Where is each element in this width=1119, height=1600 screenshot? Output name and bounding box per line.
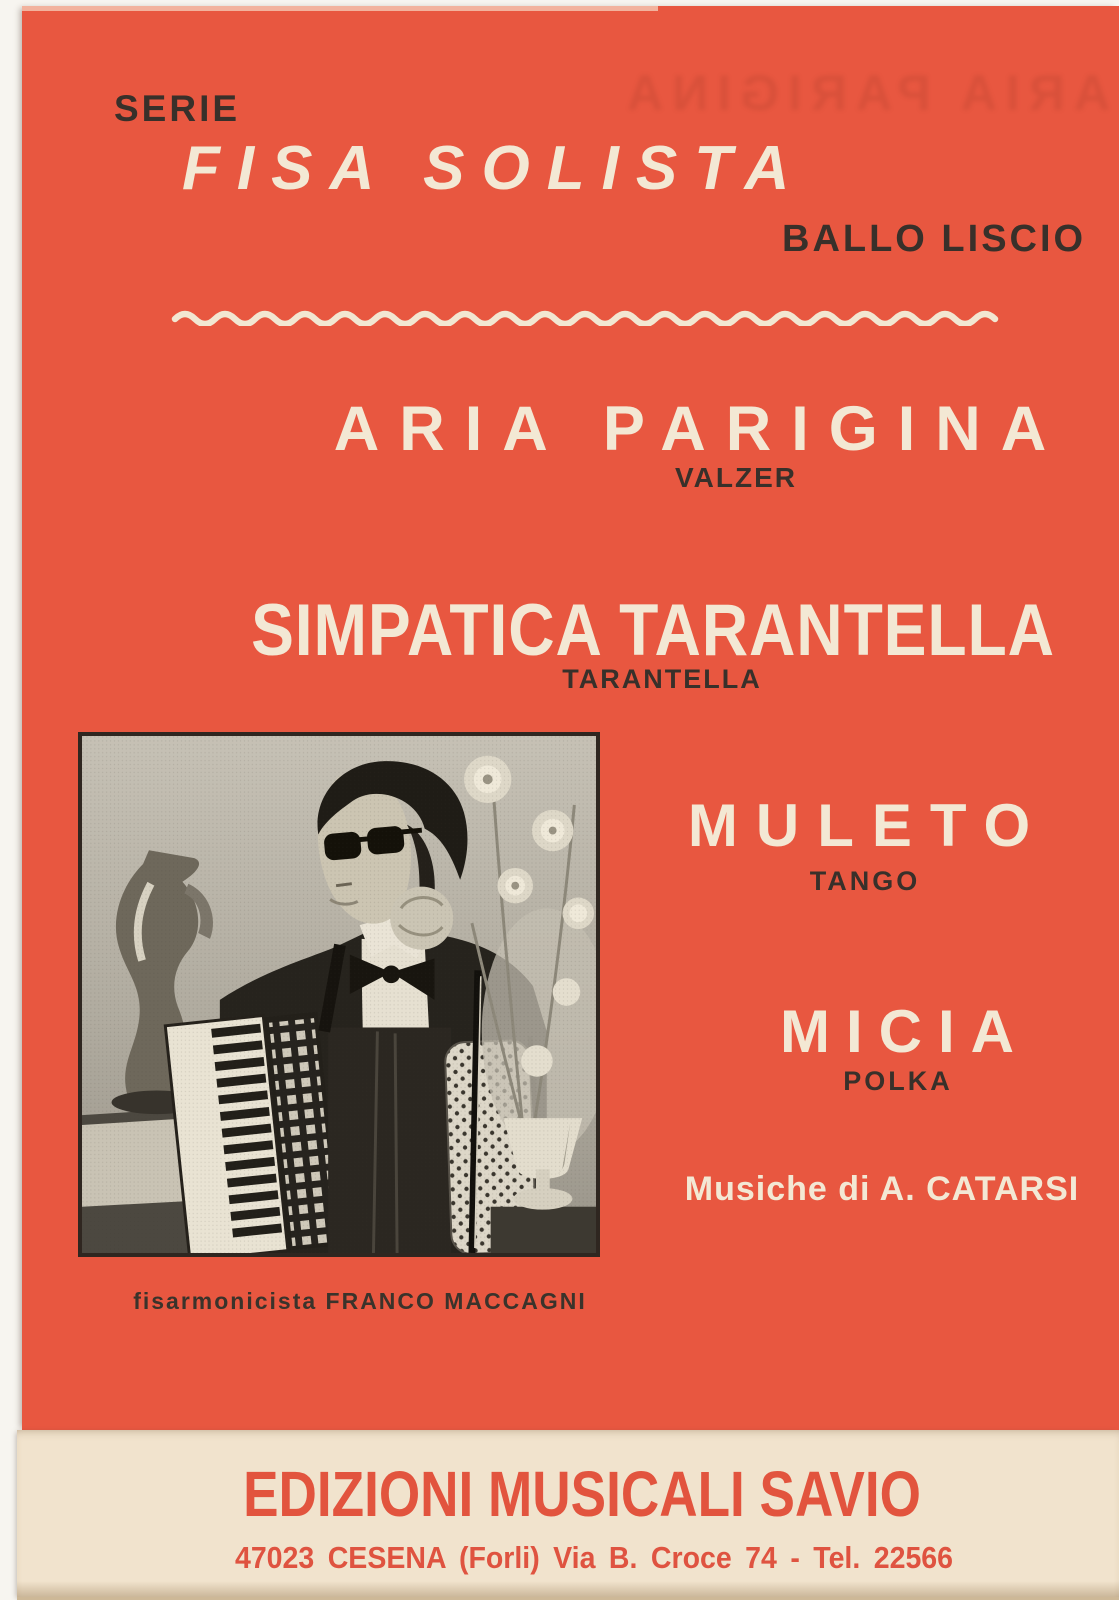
track-title-simpatica-tarantella-text: SIMPATICA TARANTELLA bbox=[251, 590, 1055, 671]
track-title-muleto: MULETO bbox=[687, 792, 1049, 859]
series-subtitle: BALLO LISCIO bbox=[782, 218, 1087, 260]
track-genre-tango: TANGO bbox=[809, 866, 921, 896]
track-genre-tarantella: TARANTELLA bbox=[562, 664, 762, 694]
track-title-aria-parigina: ARIA PARIGINA bbox=[333, 394, 1067, 464]
track-title-micia: MICIA bbox=[780, 998, 1030, 1065]
composer-credit: Musiche di A. CATARSI bbox=[684, 1170, 1080, 1208]
showthrough-ghost-text: ARIA PARIGINA bbox=[618, 65, 1110, 121]
publisher-address bbox=[204, 1542, 985, 1573]
track-genre-valzer: VALZER bbox=[675, 462, 797, 493]
photo-caption: fisarmonicista FRANCO MACCAGNI bbox=[133, 1288, 587, 1314]
series-title: FISA SOLISTA bbox=[182, 134, 807, 203]
accordionist-photo bbox=[78, 732, 600, 1257]
track-title-simpatica-tarantella bbox=[196, 590, 1109, 671]
publisher-band bbox=[17, 1430, 1119, 1600]
publisher-name bbox=[174, 1458, 991, 1530]
series-label: SERIE bbox=[114, 88, 241, 129]
wavy-divider bbox=[170, 308, 1000, 331]
publisher-name-text: EDIZIONI MUSICALI SAVIO bbox=[243, 1458, 921, 1530]
publisher-address-text: 47023 CESENA (Forli) Via B. Croce 74 - Tel. 22566 bbox=[234, 1540, 954, 1575]
track-genre-polka: POLKA bbox=[843, 1066, 953, 1096]
